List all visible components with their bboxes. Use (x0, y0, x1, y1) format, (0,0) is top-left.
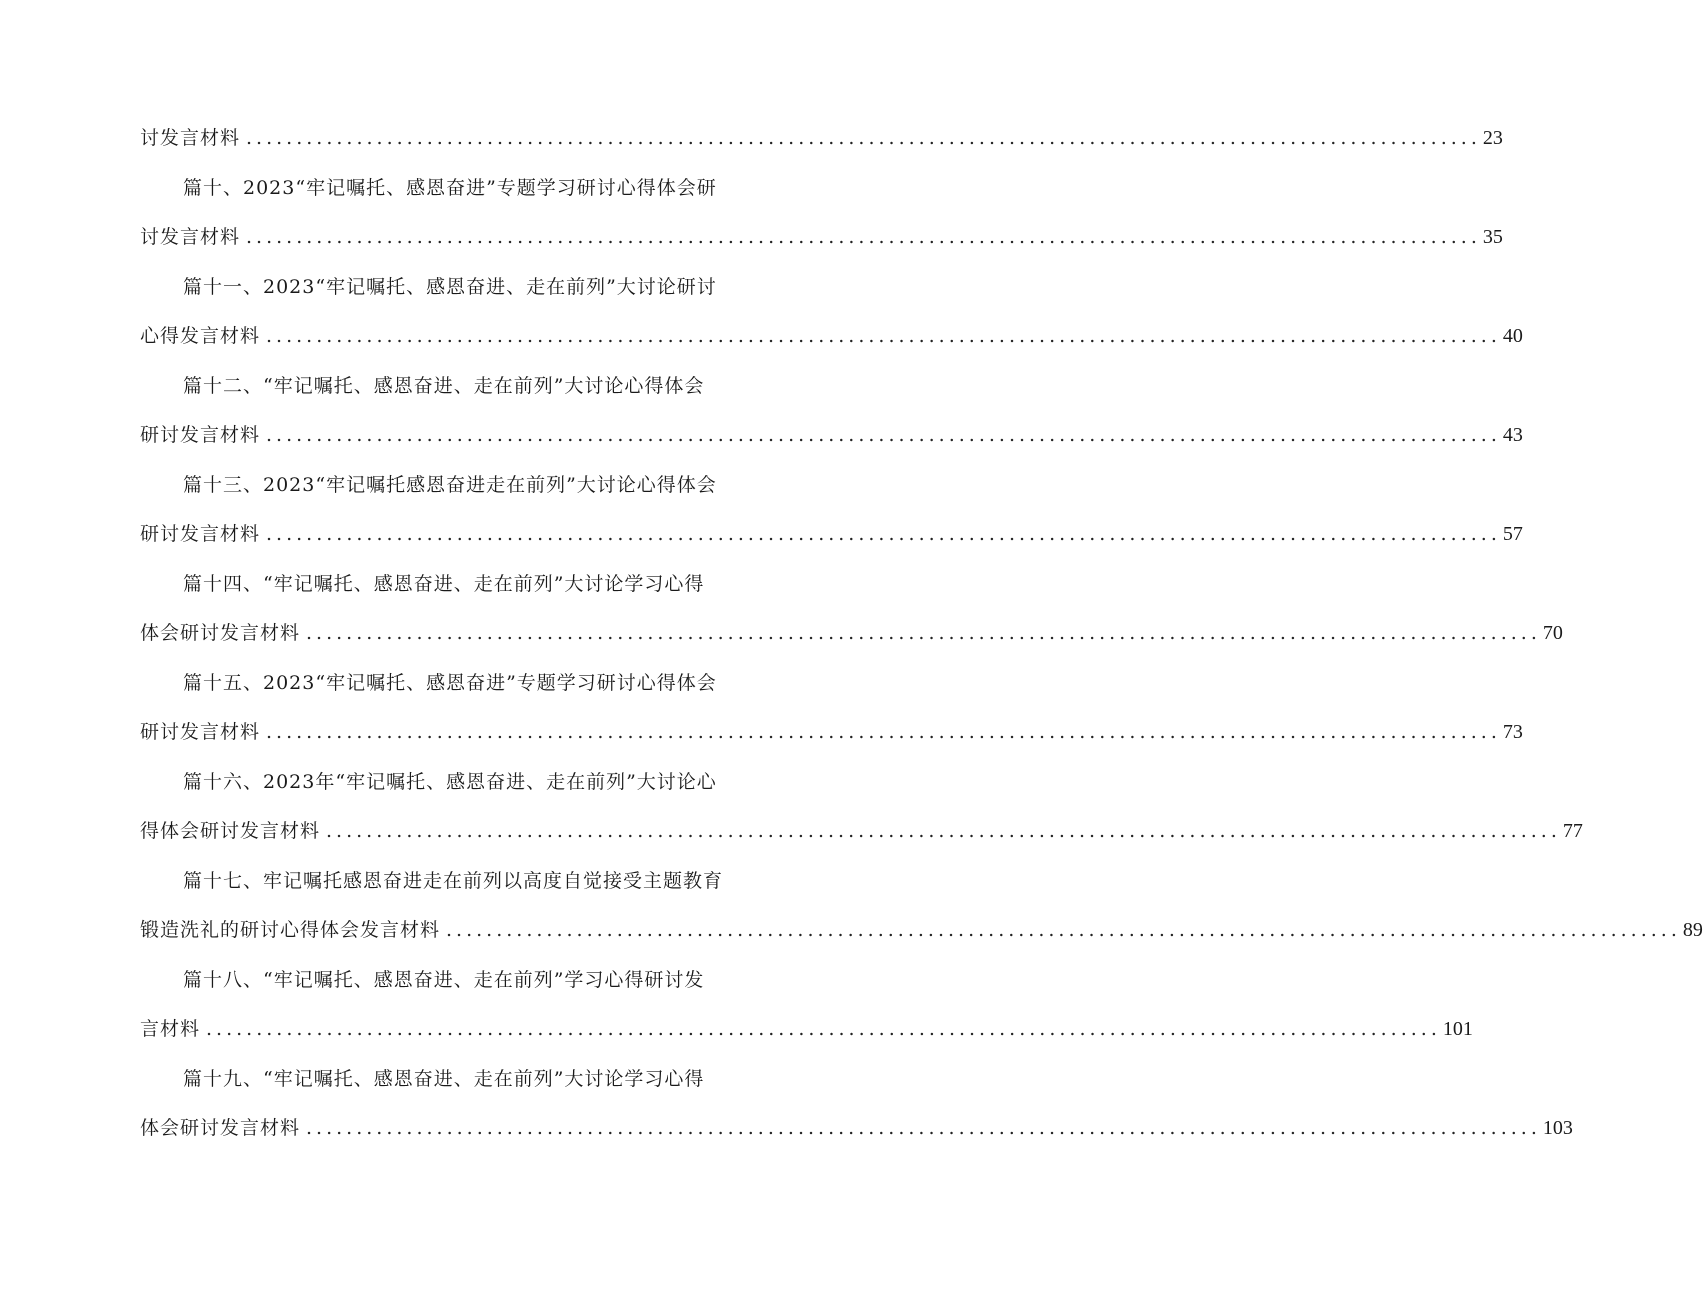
toc-page-number: 73 (1502, 721, 1523, 743)
toc-entry-title-tail: 锻造洗礼的研讨心得体会发言材料 (140, 919, 441, 941)
toc-page-number: 57 (1502, 523, 1523, 545)
toc-entry-tail[interactable] (140, 316, 1523, 366)
toc-entry-tail[interactable] (140, 118, 1503, 168)
toc-entry-title-tail: 研讨发言材料 (140, 721, 261, 743)
toc-entry-title-head: 篇十一、2023“牢记嘱托、感恩奋进、走在前列”大讨论研讨 (183, 275, 717, 298)
toc-entry-tail[interactable] (140, 1009, 1473, 1059)
toc-entry-head[interactable] (140, 663, 780, 713)
toc-entry-title-head: 篇十九、“牢记嘱托、感恩奋进、走在前列”大讨论学习心得 (183, 1067, 705, 1090)
toc-leader-dots: ........................................................................................................................... (266, 523, 1501, 545)
toc-page-number: 77 (1562, 820, 1583, 842)
toc-leader-dots: ........................................................................................................................... (266, 721, 1501, 743)
toc-entry-title-tail: 得体会研讨发言材料 (140, 820, 321, 842)
toc-leader-dots: ........................................................................................................................... (266, 424, 1501, 446)
toc-page-number: 70 (1542, 622, 1563, 644)
toc-leader-dots: ........................................................................................................................... (326, 820, 1561, 842)
toc-entry-title-tail: 体会研讨发言材料 (140, 1117, 301, 1139)
toc-entry-tail[interactable] (140, 910, 1703, 960)
toc-entry-head[interactable] (140, 762, 780, 812)
toc-entry-title-tail: 讨发言材料 (140, 226, 241, 248)
toc-entry-title-head: 篇十六、2023年“牢记嘱托、感恩奋进、走在前列”大讨论心 (183, 770, 717, 793)
toc-page-number: 35 (1482, 226, 1503, 248)
table-of-contents (140, 118, 1703, 1158)
toc-entry-head[interactable] (140, 366, 780, 416)
toc-leader-dots: ........................................................................................................................... (206, 1018, 1441, 1040)
toc-entry-title-tail: 讨发言材料 (140, 127, 241, 149)
toc-leader-dots: ........................................................................................................................... (246, 226, 1481, 248)
toc-entry-head[interactable] (140, 1059, 780, 1109)
toc-page-number: 43 (1502, 424, 1523, 446)
toc-entry-title-tail: 言材料 (140, 1018, 201, 1040)
toc-entry-tail[interactable] (140, 1108, 1573, 1158)
toc-page-number: 89 (1682, 919, 1703, 941)
toc-entry-title-head: 篇十、2023“牢记嘱托、感恩奋进”专题学习研讨心得体会研 (183, 176, 717, 199)
toc-leader-dots: ........................................................................................................................... (306, 1117, 1541, 1139)
toc-entry-tail[interactable] (140, 811, 1583, 861)
toc-entry-title-head: 篇十二、“牢记嘱托、感恩奋进、走在前列”大讨论心得体会 (183, 374, 705, 397)
toc-entry-tail[interactable] (140, 514, 1523, 564)
toc-entry-head[interactable] (140, 267, 780, 317)
toc-entry-tail[interactable] (140, 217, 1503, 267)
toc-entry-title-head: 篇十八、“牢记嘱托、感恩奋进、走在前列”学习心得研讨发 (183, 968, 705, 991)
toc-entry-tail[interactable] (140, 415, 1523, 465)
toc-entry-title-tail: 研讨发言材料 (140, 523, 261, 545)
toc-page-number: 40 (1502, 325, 1523, 347)
toc-entry-title-head: 篇十三、2023“牢记嘱托感恩奋进走在前列”大讨论心得体会 (183, 473, 717, 496)
toc-entry-tail[interactable] (140, 712, 1523, 762)
toc-entry-head[interactable] (140, 564, 780, 614)
toc-entry-head[interactable] (140, 960, 780, 1010)
toc-entry-title-head: 篇十七、牢记嘱托感恩奋进走在前列以高度自觉接受主题教育 (183, 869, 724, 892)
toc-leader-dots: ........................................................................................................................... (446, 919, 1681, 941)
toc-entry-head[interactable] (140, 465, 780, 515)
toc-page-number: 23 (1482, 127, 1503, 149)
toc-leader-dots: ........................................................................................................................... (306, 622, 1541, 644)
toc-page-number: 103 (1542, 1117, 1573, 1139)
toc-entry-tail[interactable] (140, 613, 1563, 663)
toc-entry-title-head: 篇十四、“牢记嘱托、感恩奋进、走在前列”大讨论学习心得 (183, 572, 705, 595)
toc-entry-title-tail: 研讨发言材料 (140, 424, 261, 446)
toc-leader-dots: ........................................................................................................................... (266, 325, 1501, 347)
toc-entry-title-tail: 体会研讨发言材料 (140, 622, 301, 644)
toc-entry-head[interactable] (140, 168, 780, 218)
toc-page-number: 101 (1442, 1018, 1473, 1040)
toc-leader-dots: ........................................................................................................................... (246, 127, 1481, 149)
toc-entry-head[interactable] (140, 861, 780, 911)
toc-entry-title-head: 篇十五、2023“牢记嘱托、感恩奋进”专题学习研讨心得体会 (183, 671, 717, 694)
toc-entry-title-tail: 心得发言材料 (140, 325, 261, 347)
